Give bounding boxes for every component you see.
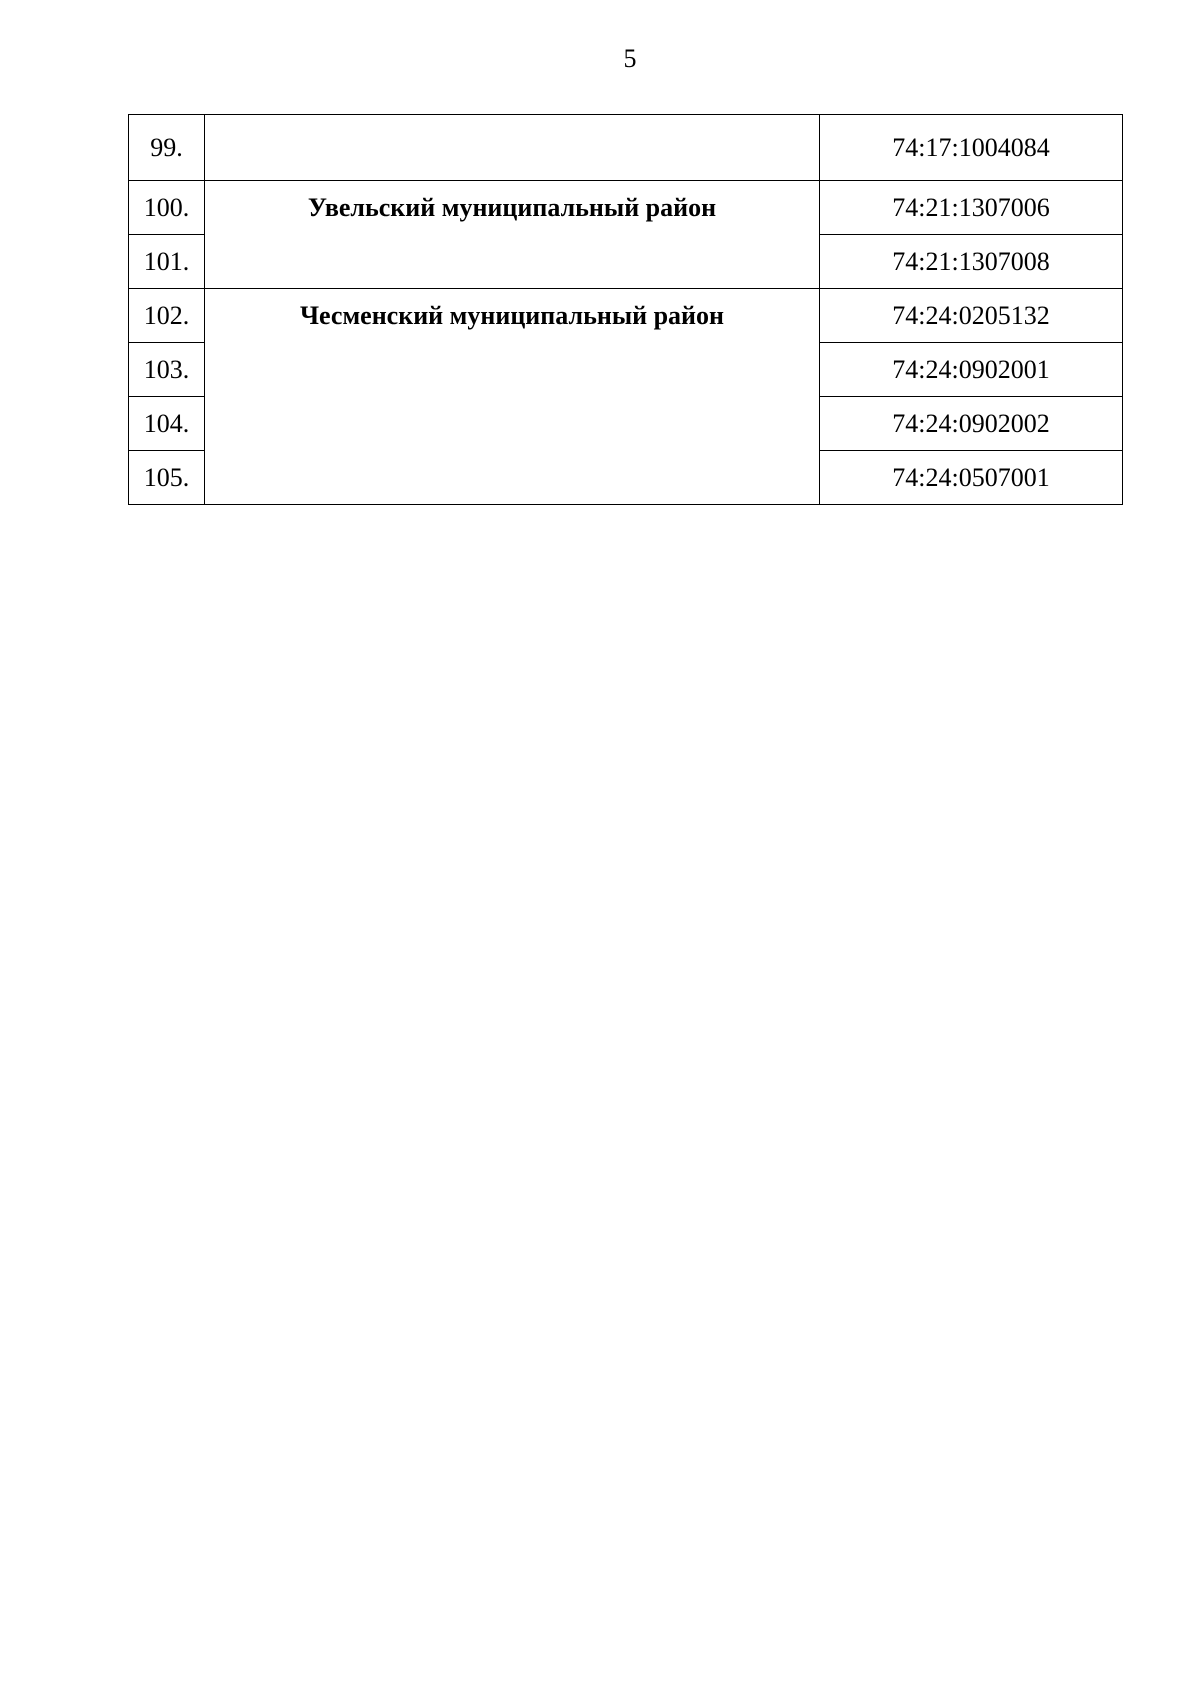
row-number: 102. xyxy=(129,289,205,343)
table-row xyxy=(129,181,1123,235)
cadastral-code: 74:21:1307006 xyxy=(820,181,1123,235)
row-number: 105. xyxy=(129,451,205,505)
table-row xyxy=(129,289,1123,343)
district-name: Чесменский муниципальный район xyxy=(205,289,820,505)
cadastral-code: 74:24:0205132 xyxy=(820,289,1123,343)
row-number: 101. xyxy=(129,235,205,289)
table-row xyxy=(129,115,1123,181)
district-name xyxy=(205,115,820,181)
cadastral-code: 74:17:1004084 xyxy=(820,115,1123,181)
cadastral-table xyxy=(128,114,1123,505)
row-number: 100. xyxy=(129,181,205,235)
row-number: 103. xyxy=(129,343,205,397)
cadastral-code: 74:24:0902002 xyxy=(820,397,1123,451)
page-number: 5 xyxy=(623,44,637,73)
row-number: 99. xyxy=(129,115,205,181)
cadastral-code: 74:21:1307008 xyxy=(820,235,1123,289)
district-name: Увельский муниципальный район xyxy=(205,181,820,289)
cadastral-code: 74:24:0507001 xyxy=(820,451,1123,505)
row-number: 104. xyxy=(129,397,205,451)
cadastral-code: 74:24:0902001 xyxy=(820,343,1123,397)
